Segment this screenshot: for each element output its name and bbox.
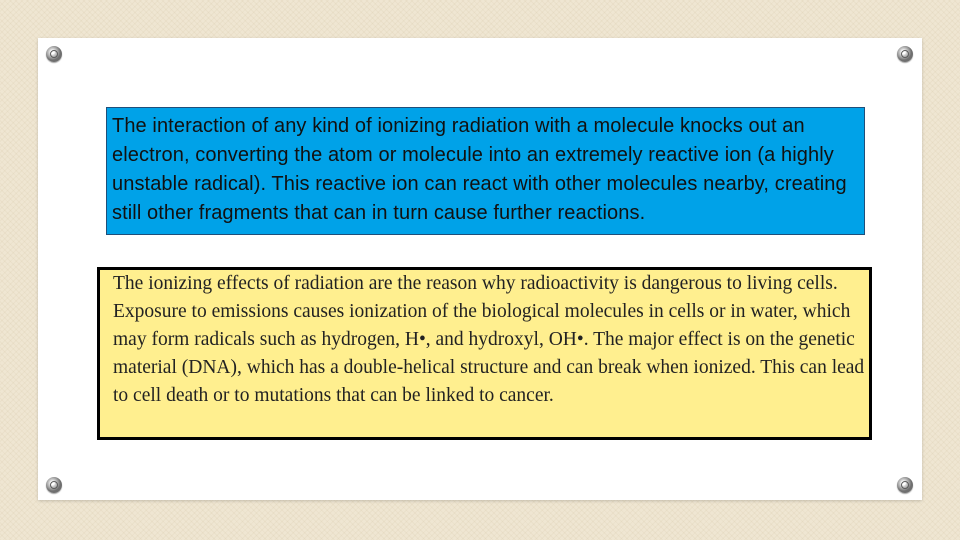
excerpt-paragraph: The ionizing effects of radiation are the reason why radioactivity is dangerous to living cells. Exposure to emissions causes ionization of the biological molecules in cells or in water, which may form radicals such as hydrogen, H•, and hydroxyl, OH•. The major effect is on the genetic material (DNA), which has a double-helical structure and can break when ionized. This can lead to cell death or to mutations that can be linked to cancer. (113, 273, 865, 406)
pin-icon (897, 46, 913, 62)
pin-icon (897, 477, 913, 493)
pin-icon (46, 46, 62, 62)
main-paragraph: The interaction of any kind of ionizing radiation with a molecule knocks out an electron, converting the atom or molecule into an extremely reactive ion (a highly unstable radical). This reactive ion can react with other molecules nearby, creating still other fragments that can in turn cause further reactions. (112, 115, 847, 224)
pin-icon (46, 477, 62, 493)
